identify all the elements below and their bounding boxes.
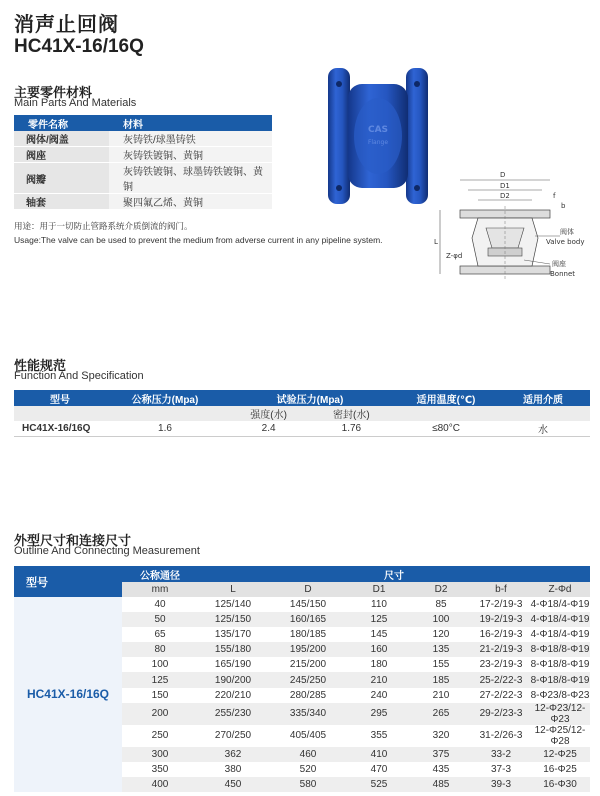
table-cell: 270/250 [198, 725, 268, 747]
table-cell: 485 [410, 777, 472, 792]
function-table [14, 390, 590, 437]
table-cell: 220/210 [198, 688, 268, 703]
parts-row [14, 194, 272, 210]
table-cell: 16-Φ25 [530, 762, 590, 777]
dims-subheader: b-f [472, 582, 530, 597]
table-cell: 4-Φ18/4-Φ19 [530, 612, 590, 627]
table-cell: 350 [122, 762, 198, 777]
model-number: HC41X-16/16Q [14, 36, 144, 57]
table-cell: 40 [122, 597, 198, 612]
table-cell: 265 [410, 703, 472, 725]
table-cell: 125 [122, 672, 198, 687]
table-cell: 160 [348, 642, 410, 657]
func-col-model: 型号 [14, 390, 106, 406]
table-cell: 380 [198, 762, 268, 777]
table-cell: 240 [348, 688, 410, 703]
table-cell: 435 [410, 762, 472, 777]
diagram-label-b: b [561, 202, 566, 210]
dims-table [14, 566, 590, 792]
table-cell: 33-2 [472, 747, 530, 762]
function-section-title: 性能规范 [14, 358, 67, 373]
part-material: 灰铸铁镀铜、球墨铸铁镀铜、黄铜 [109, 163, 272, 194]
dims-subheader: Z-Φd [530, 582, 590, 597]
parts-section-subtitle: Main Parts And Materials [14, 97, 137, 109]
table-cell: 295 [348, 703, 410, 725]
table-cell: 4-Φ18/4-Φ19 [530, 597, 590, 612]
dims-col-size: 尺寸 [198, 566, 590, 582]
part-material: 灰铸铁/球墨铸铁 [109, 131, 272, 147]
parts-row [14, 163, 272, 194]
table-cell: 8-Φ18/8-Φ19 [530, 672, 590, 687]
diagram-label-d1: D1 [500, 182, 510, 190]
parts-section-title: 主要零件材料 [14, 85, 93, 100]
table-cell: 17-2/19-3 [472, 597, 530, 612]
table-cell: 31-2/26-3 [472, 725, 530, 747]
dims-subheader: D2 [410, 582, 472, 597]
table-cell: 16-2/19-3 [472, 627, 530, 642]
table-cell: 215/200 [268, 657, 348, 672]
dims-col-model: 型号 [14, 566, 122, 597]
table-cell: 165/190 [198, 657, 268, 672]
table-cell: 27-2/22-3 [472, 688, 530, 703]
table-cell: 16-Φ30 [530, 777, 590, 792]
func-col-medium: 适用介质 [496, 390, 590, 406]
dims-section-title: 外型尺寸和连接尺寸 [14, 533, 132, 548]
table-cell: 200 [122, 703, 198, 725]
table-cell: 185 [410, 672, 472, 687]
func-subheader-strength: 强度(水) [250, 410, 287, 421]
table-cell: 25-2/22-3 [472, 672, 530, 687]
table-cell: 8-Φ18/8-Φ19 [530, 642, 590, 657]
table-cell: 145 [348, 627, 410, 642]
table-cell: 125/150 [198, 612, 268, 627]
table-cell: 180/185 [268, 627, 348, 642]
table-cell: 65 [122, 627, 198, 642]
table-cell: 155/180 [198, 642, 268, 657]
table-cell: 375 [410, 747, 472, 762]
svg-text:Flange: Flange [367, 139, 389, 146]
table-cell: 80 [122, 642, 198, 657]
table-cell: 125/140 [198, 597, 268, 612]
diagram-label-z: Z-φd [446, 252, 463, 260]
page-title: 消声止回阀 [14, 14, 119, 36]
table-cell: 160/165 [268, 612, 348, 627]
table-cell: 29-2/23-3 [472, 703, 530, 725]
table-cell: 280/285 [268, 688, 348, 703]
diagram-label-body-en: Valve body [546, 238, 585, 246]
table-cell: 300 [122, 747, 198, 762]
func-test-values [224, 421, 396, 437]
func-seal: 1.76 [341, 423, 362, 434]
table-cell: 12-Φ25/12-Φ28 [530, 725, 590, 747]
dims-subheader: mm [122, 582, 198, 597]
table-cell: 520 [268, 762, 348, 777]
table-cell: 50 [122, 612, 198, 627]
func-subheader-test [224, 406, 396, 421]
diagram-label-l: L [434, 238, 438, 246]
usage-text-en: Usage:The valve can be used to prevent the medium from adverse current in any pipeline system. [14, 235, 383, 245]
table-cell: 135/170 [198, 627, 268, 642]
table-cell: 135 [410, 642, 472, 657]
table-cell: 37-3 [472, 762, 530, 777]
table-cell: 405/405 [268, 725, 348, 747]
dims-subheader: D1 [348, 582, 410, 597]
func-medium: 水 [496, 421, 590, 437]
table-cell: 195/200 [268, 642, 348, 657]
table-cell: 180 [348, 657, 410, 672]
func-subheader-seal: 密封(水) [333, 410, 370, 421]
dims-col-dn: 公称通径 [122, 566, 198, 582]
part-name: 轴套 [14, 194, 109, 210]
diagram-label-d2: D2 [500, 192, 510, 200]
func-model: HC41X-16/16Q [14, 421, 106, 437]
table-cell: 19-2/19-3 [472, 612, 530, 627]
table-cell: 39-3 [472, 777, 530, 792]
dims-model: HC41X-16/16Q [14, 597, 122, 792]
part-name: 阀座 [14, 147, 109, 163]
parts-row [14, 131, 272, 147]
table-cell: 12-Φ23/12-Φ23 [530, 703, 590, 725]
table-cell: 100 [410, 612, 472, 627]
table-row [14, 597, 590, 612]
table-cell: 190/200 [198, 672, 268, 687]
func-nominal: 1.6 [106, 421, 224, 437]
func-temp: ≤80°C [396, 421, 496, 437]
part-material: 聚四氟乙烯、黄铜 [109, 194, 272, 210]
svg-text:CAS: CAS [367, 125, 389, 135]
table-cell: 335/340 [268, 703, 348, 725]
table-cell: 320 [410, 725, 472, 747]
table-cell: 245/250 [268, 672, 348, 687]
diagram-label-bonnet-en: Bonnet [550, 270, 576, 278]
diagram-label-body-cn: 阀体 [560, 228, 574, 236]
table-cell: 21-2/19-3 [472, 642, 530, 657]
table-cell: 355 [348, 725, 410, 747]
table-cell: 250 [122, 725, 198, 747]
table-cell: 8-Φ18/8-Φ19 [530, 657, 590, 672]
table-cell: 150 [122, 688, 198, 703]
usage-text-cn: 用途：用于一切防止管路系统介质倒流的阀门。 [14, 221, 193, 231]
table-cell: 210 [410, 688, 472, 703]
table-cell: 145/150 [268, 597, 348, 612]
table-cell: 460 [268, 747, 348, 762]
table-cell: 85 [410, 597, 472, 612]
part-name: 阀体/阀盖 [14, 131, 109, 147]
function-section-subtitle: Function And Specification [14, 370, 144, 382]
table-cell: 400 [122, 777, 198, 792]
diagram-label-d: D [500, 171, 506, 179]
valve-photo [322, 62, 434, 210]
table-cell: 4-Φ18/4-Φ19 [530, 627, 590, 642]
dims-subheader: D [268, 582, 348, 597]
valve-diagram [420, 168, 595, 288]
table-cell: 580 [268, 777, 348, 792]
part-name: 阀瓣 [14, 163, 109, 194]
parts-row [14, 147, 272, 163]
func-col-nominal: 公称压力(Mpa) [106, 390, 224, 406]
table-cell: 450 [198, 777, 268, 792]
dims-subheader: L [198, 582, 268, 597]
parts-col-name: 零件名称 [14, 115, 109, 131]
dims-section-subtitle: Outline And Connecting Measurement [14, 545, 200, 557]
func-col-test: 试验压力(Mpa) [224, 390, 396, 406]
parts-table [14, 115, 272, 209]
table-cell: 155 [410, 657, 472, 672]
table-cell: 12-Φ25 [530, 747, 590, 762]
table-cell: 470 [348, 762, 410, 777]
table-cell: 210 [348, 672, 410, 687]
parts-col-material: 材料 [109, 115, 272, 131]
table-cell: 525 [348, 777, 410, 792]
part-material: 灰铸铁镀铜、黄铜 [109, 147, 272, 163]
table-cell: 110 [348, 597, 410, 612]
table-cell: 255/230 [198, 703, 268, 725]
table-cell: 23-2/19-3 [472, 657, 530, 672]
table-cell: 8-Φ23/8-Φ23 [530, 688, 590, 703]
table-cell: 362 [198, 747, 268, 762]
table-cell: 100 [122, 657, 198, 672]
table-cell: 410 [348, 747, 410, 762]
func-col-temp: 适用温度(℃) [396, 390, 496, 406]
func-strength: 2.4 [261, 423, 276, 434]
diagram-label-f: f [553, 192, 556, 200]
table-cell: 120 [410, 627, 472, 642]
table-cell: 125 [348, 612, 410, 627]
diagram-label-bonnet-cn: 阀座 [552, 260, 566, 268]
